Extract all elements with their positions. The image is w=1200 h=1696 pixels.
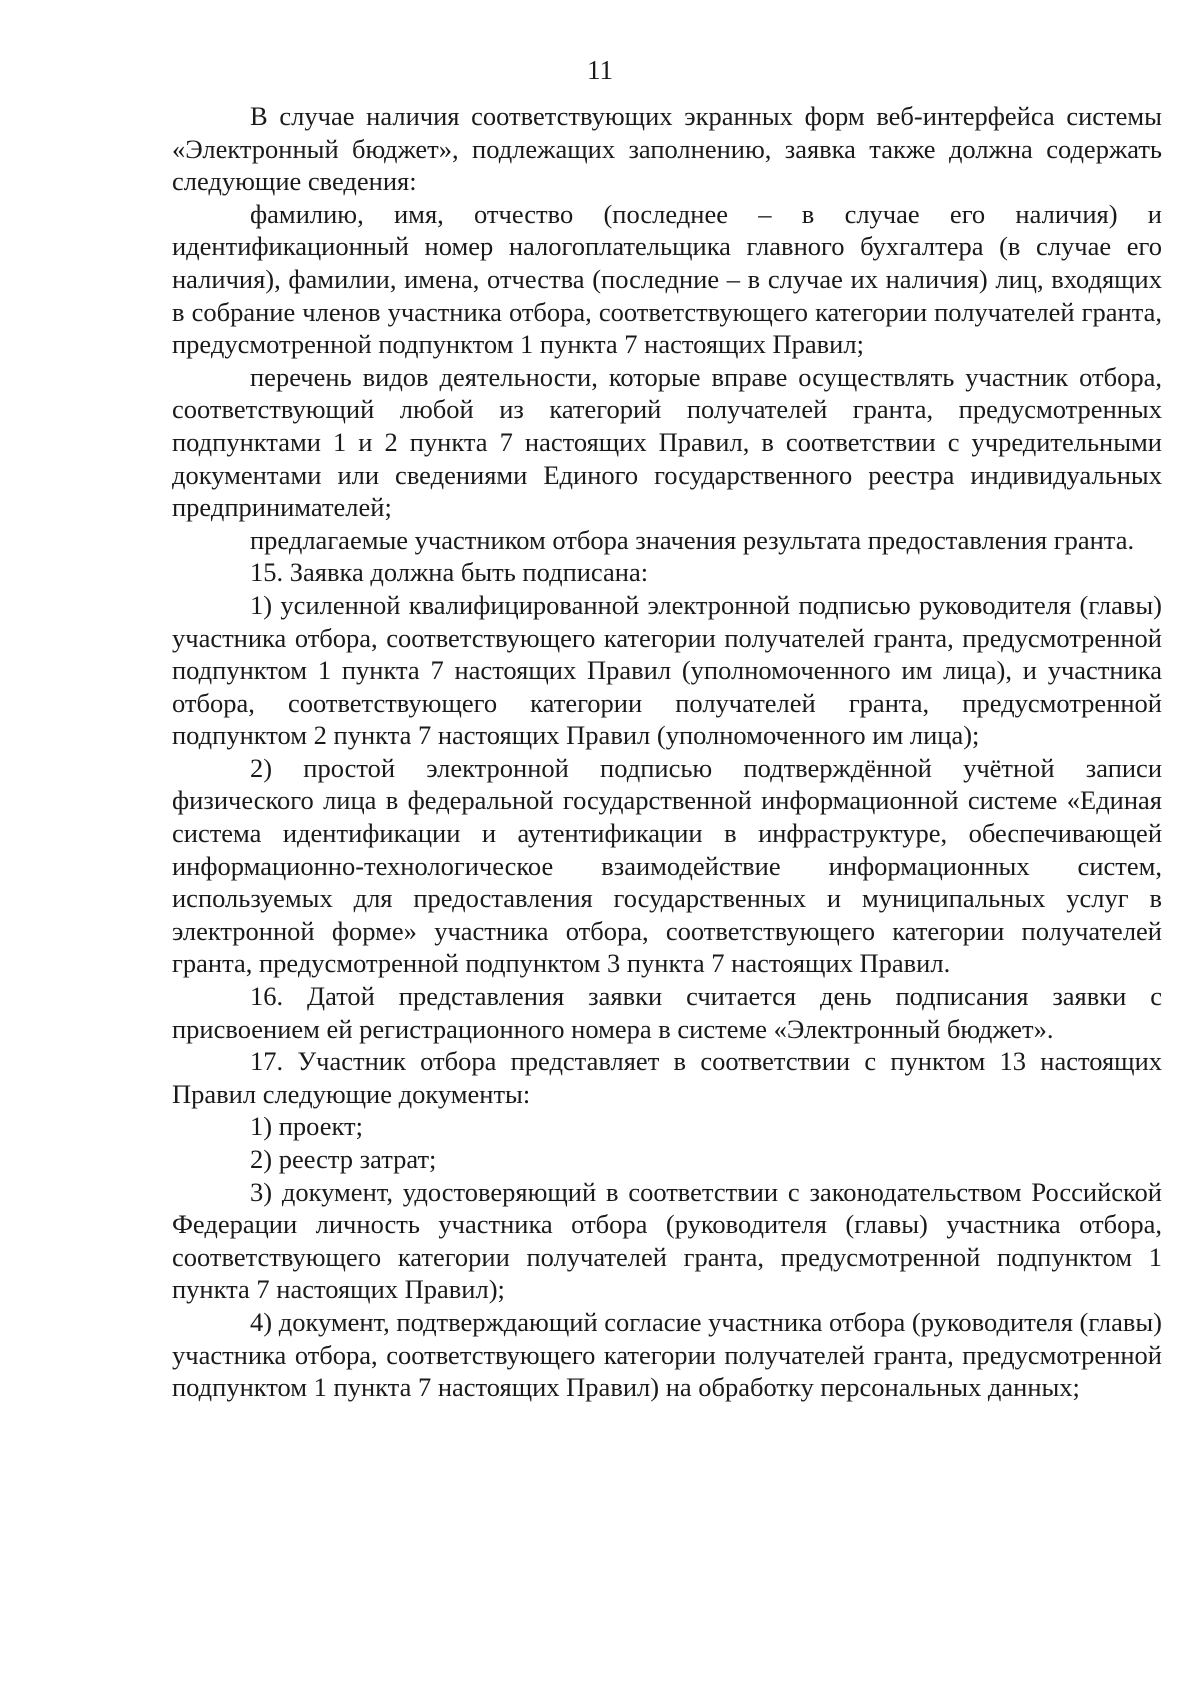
- paragraph-item-15: 15. Заявка должна быть подписана:: [250, 557, 649, 588]
- paragraph-item-17-2: 2) реестр затрат;: [250, 1144, 437, 1174]
- document-body: [172, 100, 1162, 1404]
- paragraph-item-17-4: 4) документ, подтверждающий согласие участника отбора (руководителя (главы) участника отбора, соответствующего категории получателей гранта, предусмотренной подпунктом 1 пункта 7 настоящих Правил) на обработку персональных данных;: [172, 1306, 1162, 1403]
- paragraph-item-15-2: 2) простой электронной подписью подтверждённой учётной записи физического лица в федеральной государственной информационной системе «Единая система идентификации и аутентификации в инфраструктуре, обеспечивающей информационно-технологическое взаимодействие информационных систем, используемых для предоставления государственных и муниципальных услуг в электронной форме» участника отбора, соответствующего категории получателей гранта, предусмотренной подпунктом 3 пункта 7 настоящих Правил.: [172, 752, 1162, 979]
- paragraph-chief-accountant-info: фамилию, имя, отчество (последнее – в случае его наличия) и идентификационный номер налогоплательщика главного бухгалтера (в случае его наличия), фамилии, имена, отчества (последние – в случае их наличия) лиц, входящих в собрание членов участника отбора, соответствующего категории получателей гранта, предусмотренной подпунктом 1 пункта 7 настоящих Правил;: [172, 198, 1162, 360]
- paragraph-activity-list: перечень видов деятельности, которые вправе осуществлять участник отбора, соответствующий любой из категорий получателей гранта, предусмотренных подпунктами 1 и 2 пункта 7 настоящих Правил, в соответствии с учредительными документами или сведениями Единого государственного реестра индивидуальных предпринимателей;: [172, 361, 1162, 523]
- paragraph-item-17-3: 3) документ, удостоверяющий в соответствии с законодательством Российской Федерации личность участника отбора (руководителя (главы) участника отбора, соответствующего категории получателей гранта, предусмотренной подпунктом 1 пункта 7 настоящих Правил);: [172, 1176, 1162, 1305]
- paragraph-item-17: 17. Участник отбора представляет в соответствии с пунктом 13 настоящих Правил следующие документы:: [172, 1046, 1162, 1109]
- page-number: 11: [587, 55, 613, 85]
- paragraph-proposed-results: предлагаемые участником отбора значения результата предоставления гранта.: [250, 524, 1135, 555]
- paragraph-item-17-1: 1) проект;: [250, 1111, 363, 1142]
- paragraph-item-15-1: 1) усиленной квалифицированной электронной подписью руководителя (главы) участника отбора, соответствующего категории получателей гранта, предусмотренной подпунктом 1 пункта 7 настоящих Правил (уполномоченного им лица), и участника отбора, соответствующего категории получателей гранта, предусмотренной подпунктом 2 пункта 7 настоящих Правил (уполномоченного им лица);: [172, 589, 1162, 751]
- paragraph-intro-electronic-budget: В случае наличия соответствующих экранных форм веб-интерфейса системы «Электронный бюджет», подлежащих заполнению, заявка также должна содержать следующие сведения:: [172, 101, 1162, 197]
- paragraph-item-16: 16. Датой представления заявки считается день подписания заявки с присвоением ей регистрационного номера в системе «Электронный бюджет».: [172, 981, 1162, 1044]
